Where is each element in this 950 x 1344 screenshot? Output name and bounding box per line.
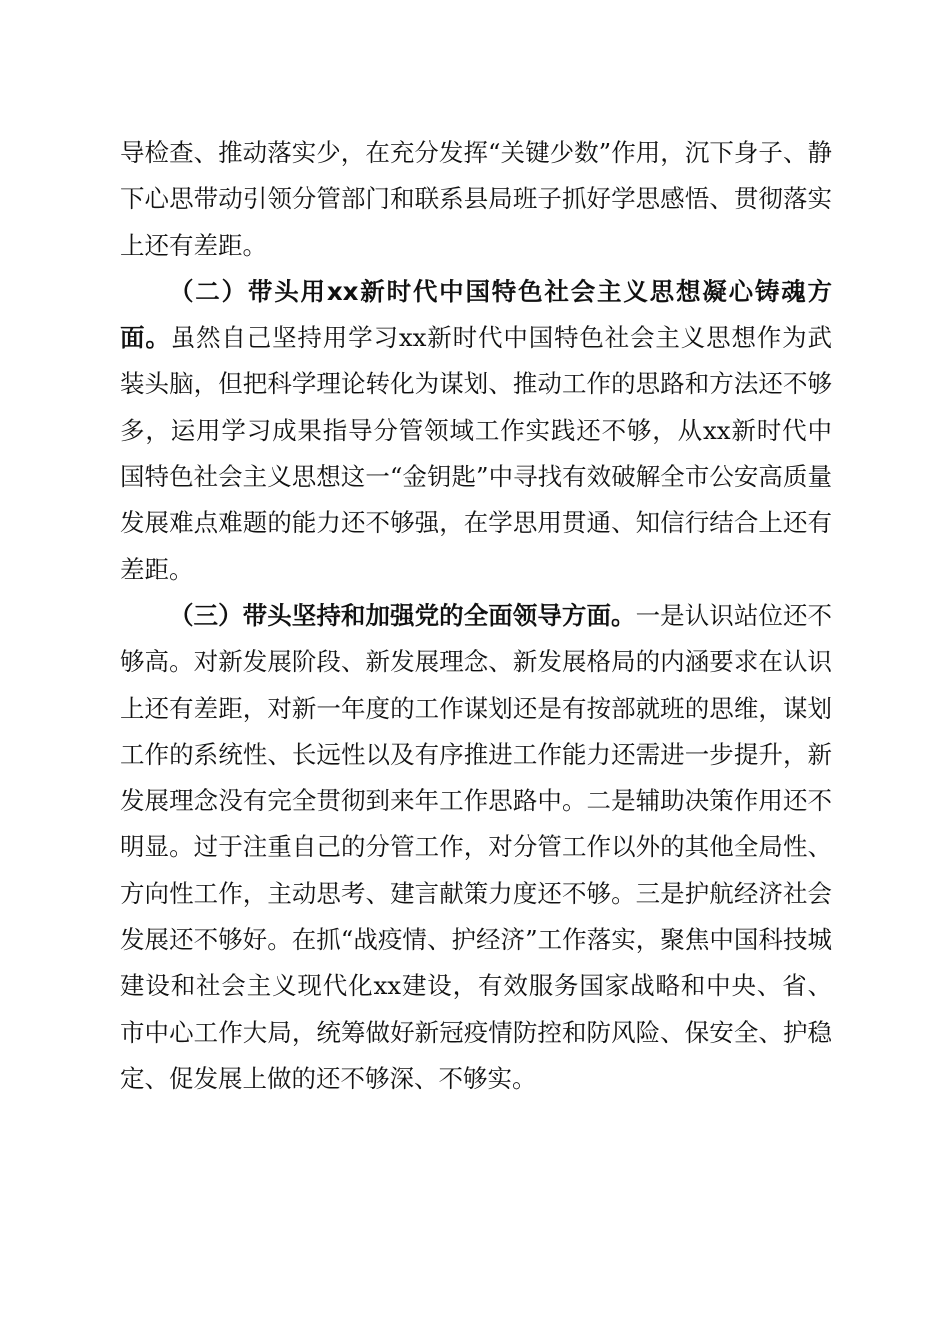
paragraph-text: 一是认识站位还不够高。对新发展阶段、新发展理念、新发展格局的内涵要求在认识上还有差距，对新一年度的工作谋划还是有按部就班的思维，谋划工作的系统性、长远性以及有序推进工作能力还需进一步提升，新发展理念没有完全贯彻到来年工作思路中。二是辅助决策作用还不明显。过于注重自己的分管工作，对分管工作以外的其他全局性、方向性工作，主动思考、建言献策力度还不够。三是护航经济社会发展还不够好。在抓“战疫情、护经济”工作落实，聚焦中国科技城建设和社会主义现代化xx建设，有效服务国家战略和中央、省、市中心工作大局，统筹做好新冠疫情防控和防风险、保安全、护稳定、促发展上做的还不够深、不够实。	[120, 600, 833, 1093]
paragraph-text: 导检查、推动落实少，在充分发挥“关键少数”作用，沉下身子、静下心思带动引领分管部门和联系县局班子抓好学思感悟、贯彻落实上还有差距。	[120, 138, 832, 260]
section-heading: （三）带头坚持和加强党的全面领导方面。	[169, 600, 636, 630]
paragraph-continuation	[120, 130, 832, 269]
paragraph-section-two	[120, 269, 832, 593]
document-body	[120, 130, 832, 1102]
section-heading: （二）带头用xx新时代中国特色社会主义思想凝心铸魂方面。	[120, 276, 832, 353]
paragraph-text: 虽然自己坚持用学习xx新时代中国特色社会主义思想作为武装头脑，但把科学理论转化为谋划、推动工作的思路和方法还不够多，运用学习成果指导分管领域工作实践还不够，从xx新时代中国特色社会主义思想这一“金钥匙”中寻找有效破解全市公安高质量发展难点难题的能力还不够强，在学思用贯通、知信行结合上还有差距。	[120, 323, 833, 584]
paragraph-section-three	[120, 593, 832, 1102]
